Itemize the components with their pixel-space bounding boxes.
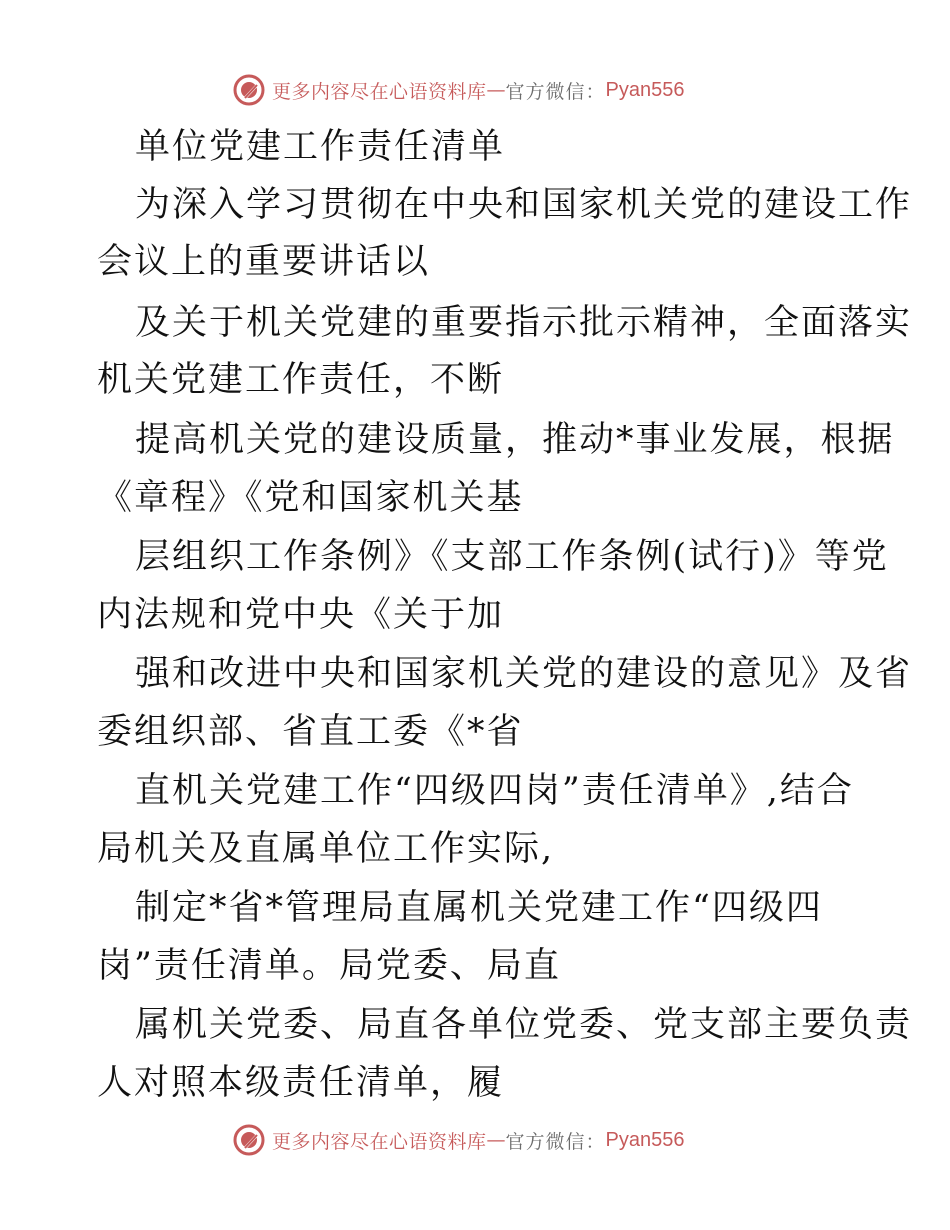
paragraph-line: 委组织部、省直工委《*省 <box>97 712 524 752</box>
pen-logo-icon <box>232 73 266 107</box>
footer-watermark <box>232 1120 792 1160</box>
paragraph-line: 直机关党建工作“四级四岗”责任清单》,结合 <box>135 771 854 811</box>
paragraph-line: 内法规和党中央《关于加 <box>97 595 505 635</box>
watermark-separator: — <box>486 79 506 101</box>
paragraph-line: 《章程》《党和国家机关基 <box>97 478 524 518</box>
paragraph-line: 机关党建工作责任，不断 <box>97 360 505 400</box>
watermark-separator: — <box>486 1129 506 1151</box>
header-watermark <box>232 70 792 110</box>
watermark-brand-text: 更多内容尽在心语资料库 <box>272 80 487 103</box>
paragraph-line: 属机关党委、局直各单位党委、党支部主要负责 <box>135 1005 913 1045</box>
paragraph-line: 层组织工作条例》《支部工作条例(试行)》等党 <box>135 537 889 577</box>
paragraph-line: 为深入学习贯彻在中央和国家机关党的建设工作 <box>135 185 913 225</box>
paragraph-line: 及关于机关党建的重要指示批示精神，全面落实 <box>135 303 913 343</box>
paragraph-line: 岗”责任清单。局党委、局直 <box>97 946 561 986</box>
paragraph-line: 局机关及直属单位工作实际, <box>97 829 555 869</box>
paragraph-line: 制定*省*管理局直属机关党建工作“四级四 <box>135 888 823 928</box>
watermark-wechat-id: Pyan556 <box>605 1128 685 1151</box>
paragraph-line: 人对照本级责任清单，履 <box>97 1063 505 1103</box>
paragraph-line: 提高机关党的建设质量，推动*事业发展，根据 <box>135 420 895 460</box>
paragraph-line: 强和改进中央和国家机关党的建设的意见》及省 <box>135 654 913 694</box>
watermark-wechat-id: Pyan556 <box>605 78 685 101</box>
watermark-brand-text: 更多内容尽在心语资料库 <box>272 1130 487 1153</box>
watermark-official-label: 官方微信： <box>505 1130 606 1153</box>
paragraph-line: 会议上的重要讲话以 <box>97 242 431 282</box>
pen-logo-icon <box>232 1123 266 1157</box>
watermark-official-label: 官方微信： <box>505 80 606 103</box>
document-title: 单位党建工作责任清单 <box>135 127 506 167</box>
